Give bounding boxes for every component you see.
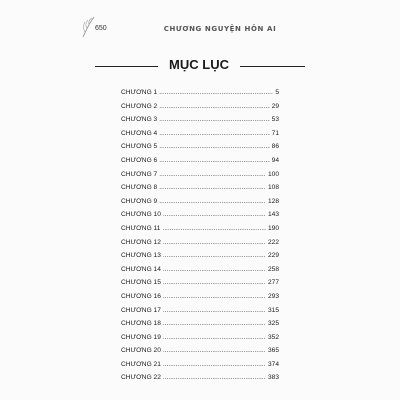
toc-entry [121,127,279,141]
toc-entry-label: CHƯƠNG 10 [121,211,161,219]
toc-entry-label: CHƯƠNG 7 [121,170,158,178]
toc-entry-page: 94 [271,156,279,164]
dot-leader [163,344,266,358]
toc-entry-label: CHƯƠNG 8 [121,184,158,192]
toc-entry [121,249,279,263]
toc-entry-label: CHƯƠNG 21 [121,360,161,368]
toc-list [121,86,279,385]
dot-leader [159,181,266,195]
toc-entry-page: 29 [271,102,279,110]
toc-entry [121,304,279,318]
toc-entry-page: 365 [267,347,279,355]
toc-entry [121,168,279,182]
toc-entry [121,276,279,290]
toc-entry-label: CHƯƠNG 17 [121,306,161,314]
dot-leader [163,317,266,331]
toc-entry [121,263,279,277]
dot-leader [163,290,266,304]
dot-leader [159,140,269,154]
page-number: 650 [95,25,107,32]
dot-leader [159,127,269,141]
toc-entry-page: 86 [271,143,279,151]
toc-entry-page: 108 [267,184,279,192]
toc-entry [121,317,279,331]
toc-entry-label: CHƯƠNG 13 [121,252,161,260]
toc-entry-page: 352 [267,333,279,341]
dot-leader [163,249,266,263]
dot-leader [163,304,266,318]
toc-entry [121,208,279,222]
toc-entry-label: CHƯƠNG 18 [121,320,161,328]
toc-entry-page: 143 [267,211,279,219]
toc-entry-page: 53 [271,116,279,124]
dot-leader [159,86,273,100]
dot-leader [163,358,266,372]
toc-entry [121,140,279,154]
dot-leader [163,331,266,345]
toc-entry [121,100,279,114]
dot-leader [159,168,266,182]
toc-entry [121,181,279,195]
toc-entry-page: 71 [271,129,279,137]
toc-entry-label: CHƯƠNG 11 [121,224,161,232]
toc-entry-label: CHƯƠNG 4 [121,129,158,137]
toc-entry-label: CHƯƠNG 5 [121,143,158,151]
toc-entry-label: CHƯƠNG 9 [121,197,158,205]
toc-entry-page: 293 [267,292,279,300]
toc-entry [121,290,279,304]
title-rule-right [240,66,305,67]
toc-entry-label: CHƯƠNG 1 [121,89,158,96]
toc-entry [121,86,279,100]
toc-entry [121,236,279,250]
running-header-title: CHƯƠNG NGUYỆN HÔN AI [163,25,277,33]
toc-entry-page: 383 [267,374,279,382]
toc-entry-page: 5 [275,89,279,96]
toc-entry-label: CHƯƠNG 19 [121,333,161,341]
dot-leader [163,276,266,290]
toc-entry-label: CHƯƠNG 6 [121,156,158,164]
dot-leader [159,113,269,127]
feather-logo-icon [80,15,96,39]
toc-entry-label: CHƯƠNG 22 [121,374,161,382]
toc-entry-page: 277 [267,279,279,287]
toc-entry-label: CHƯƠNG 14 [121,265,161,273]
toc-entry [121,358,279,372]
dot-leader [163,263,266,277]
toc-entry-label: CHƯƠNG 15 [121,279,161,287]
toc-entry-label: CHƯƠNG 20 [121,347,161,355]
title-rule-left [95,66,158,67]
dot-leader [163,236,266,250]
toc-entry-label: CHƯƠNG 3 [121,116,158,124]
toc-entry-page: 229 [267,252,279,260]
dot-leader [159,100,269,114]
toc-entry [121,331,279,345]
toc-entry-page: 374 [267,360,279,368]
toc-entry-page: 325 [267,320,279,328]
toc-entry-page: 222 [267,238,279,246]
dot-leader [162,222,266,236]
toc-entry-page: 315 [267,306,279,314]
toc-entry [121,195,279,209]
toc-entry [121,371,279,385]
toc-entry [121,222,279,236]
toc-entry [121,154,279,168]
dot-leader [159,154,269,168]
toc-entry [121,344,279,358]
toc-entry [121,113,279,127]
toc-entry-page: 100 [267,170,279,178]
toc-entry-label: CHƯƠNG 16 [121,292,161,300]
dot-leader [159,195,266,209]
dot-leader [163,371,266,385]
toc-entry-page: 258 [267,265,279,273]
toc-entry-page: 128 [267,197,279,205]
toc-entry-label: CHƯƠNG 12 [121,238,161,246]
toc-title: MỤC LỤC [169,57,229,72]
toc-entry-page: 190 [267,224,279,232]
toc-entry-label: CHƯƠNG 2 [121,102,158,110]
dot-leader [163,208,266,222]
